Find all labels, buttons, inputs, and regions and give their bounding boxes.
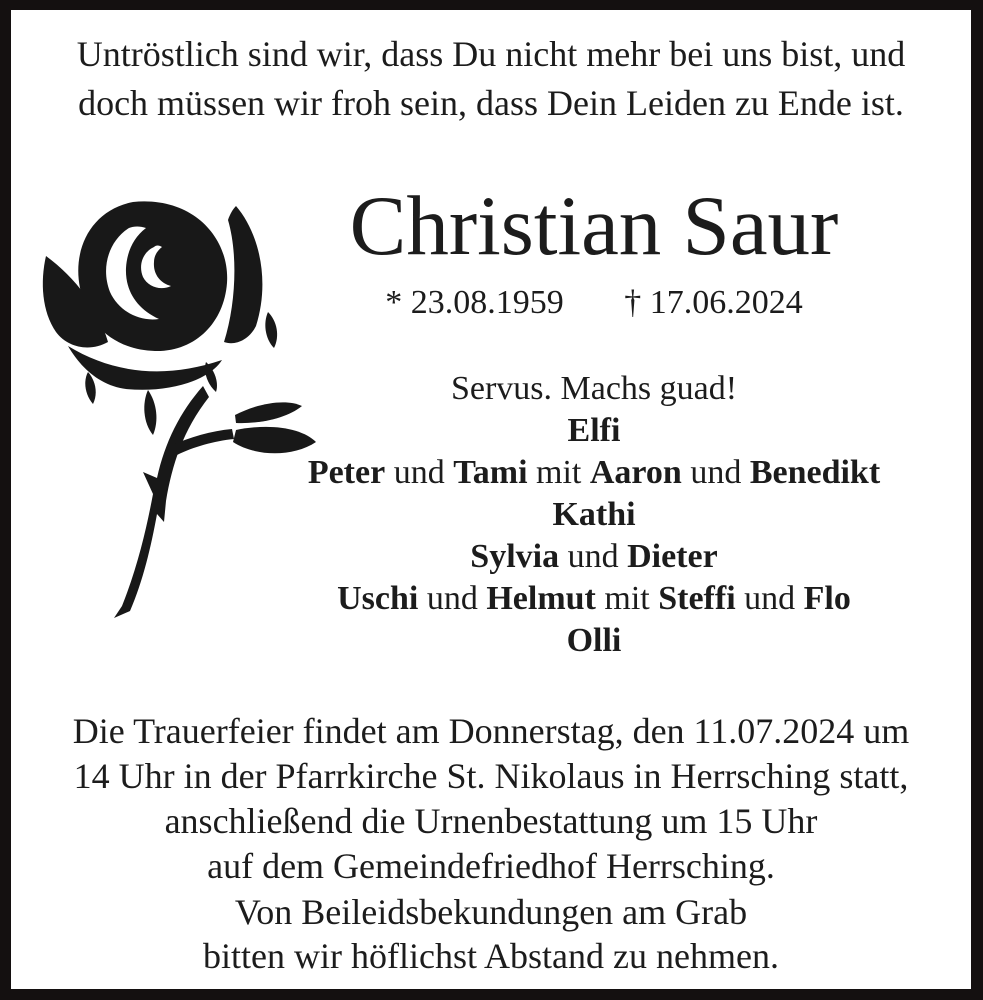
mourner-line xyxy=(294,578,894,620)
mourner-name: Dieter xyxy=(627,538,718,575)
life-dates xyxy=(294,284,894,322)
mourner-name: Peter xyxy=(307,454,386,491)
mourner-name: Steffi xyxy=(658,580,736,617)
mourner-name: Uschi xyxy=(337,580,419,617)
mourner-name: Elfi xyxy=(567,412,621,449)
mourner-name: Benedikt xyxy=(749,454,881,491)
connector-text: mit xyxy=(595,580,659,617)
connector-text: und xyxy=(681,454,750,491)
intro-verse xyxy=(11,30,971,128)
mourner-name: Flo xyxy=(803,580,851,617)
mourner-name: Helmut xyxy=(486,580,596,617)
connector-text: und xyxy=(418,580,487,617)
funeral-info xyxy=(11,709,971,889)
mourner-name: Olli xyxy=(566,622,622,659)
condolence-note xyxy=(11,890,971,978)
black-rose-icon xyxy=(30,190,330,620)
condolence-line-1: Von Beileidsbekundungen am Grab xyxy=(234,892,748,932)
funeral-line-2: 14 Uhr in der Pfarrkirche St. Nikolaus in Herrsching statt, xyxy=(73,756,909,796)
intro-line-1: Untröstlich sind wir, dass Du nicht mehr bei uns bist, und xyxy=(76,34,906,74)
birth-date: * 23.08.1959 xyxy=(385,284,564,321)
mourner-name: Aaron xyxy=(589,454,682,491)
death-date: † 17.06.2024 xyxy=(624,284,803,321)
connector-text: und xyxy=(735,580,804,617)
obituary-card xyxy=(11,10,971,989)
mourners-list xyxy=(294,410,894,662)
funeral-line-3: anschließend die Urnenbestattung um 15 Uhr xyxy=(164,801,818,841)
connector-text: und xyxy=(385,454,454,491)
condolence-line-2: bitten wir höflichst Abstand zu nehmen. xyxy=(203,936,779,976)
mourner-name: Kathi xyxy=(552,496,636,533)
mourner-line xyxy=(294,410,894,452)
intro-line-2: doch müssen wir froh sein, dass Dein Leiden zu Ende ist. xyxy=(78,83,904,123)
connector-text: und xyxy=(559,538,628,575)
farewell-line: Servus. Machs guad! xyxy=(450,370,738,407)
funeral-line-1: Die Trauerfeier findet am Donnerstag, den 11.07.2024 um xyxy=(72,711,910,751)
funeral-line-4: auf dem Gemeindefriedhof Herrsching. xyxy=(207,846,775,886)
mourner-name: Sylvia xyxy=(470,538,560,575)
mourner-line xyxy=(294,494,894,536)
mourner-line xyxy=(294,620,894,662)
memorial-block xyxy=(294,180,894,662)
mourner-line xyxy=(294,452,894,494)
deceased-name: Christian Saur xyxy=(349,179,839,273)
connector-text: mit xyxy=(527,454,590,491)
mourner-line xyxy=(294,536,894,578)
mourner-name: Tami xyxy=(453,454,528,491)
